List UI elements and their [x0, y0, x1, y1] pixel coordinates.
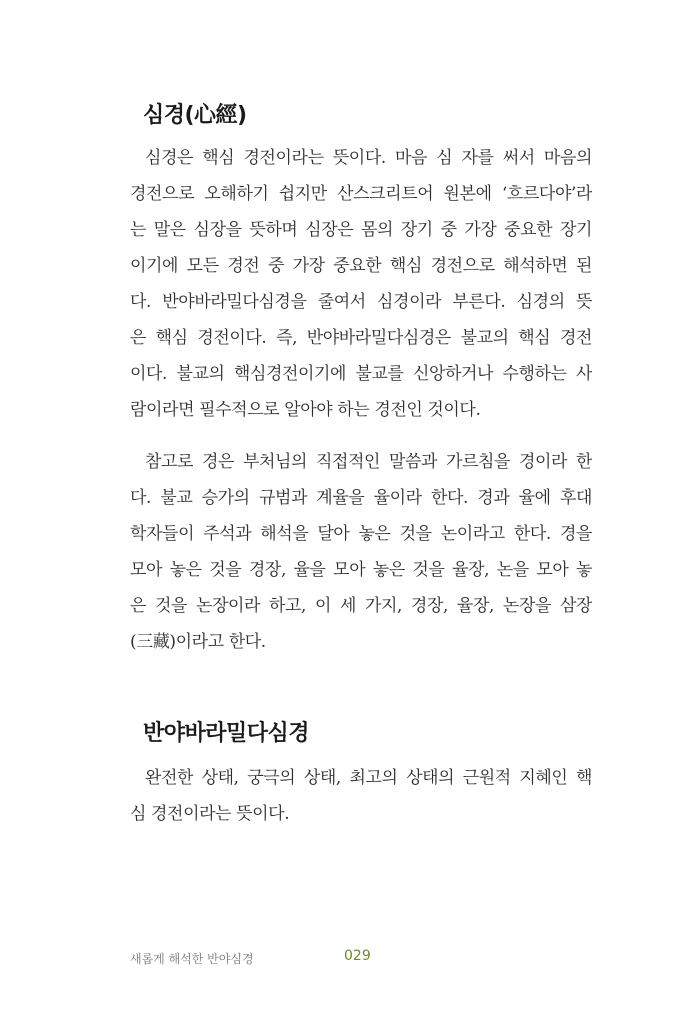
text-line: 람이라면 필수적으로 알아야 하는 경전인 것이다.: [130, 400, 481, 420]
text-line: 은 핵심 경전이다. 즉, 반야바라밀다심경은 불교의 핵심 경전: [130, 328, 592, 348]
text-line: (三藏)이라고 한다.: [130, 632, 266, 652]
text-line: 모아 놓은 것을 경장, 율을 모아 놓은 것을 율장, 논을 모아 놓: [130, 560, 592, 580]
paragraph-samjang: [130, 444, 592, 660]
text-line: 경전으로 오해하기 쉽지만 산스크리트어 원본에 ‘흐르다야’라: [130, 184, 592, 204]
text-line: 심경은 핵심 경전이라는 뜻이다. 마음 심 자를 써서 마음의: [145, 148, 592, 168]
text-line: 다. 불교 승가의 규범과 계율을 율이라 한다. 경과 율에 후대: [130, 488, 592, 508]
text-line: 은 것을 논장이라 하고, 이 세 가지, 경장, 율장, 논장을 삼장: [130, 596, 592, 616]
text-line: 참고로 경은 부처님의 직접적인 말씀과 가르침을 경이라 한: [145, 452, 592, 472]
footer-book-title: 새롭게 해석한 반야심경: [130, 952, 254, 966]
text-line: 심 경전이라는 뜻이다.: [130, 804, 290, 824]
paragraph-banya-meaning: [130, 760, 592, 832]
text-line: 이다. 불교의 핵심경전이기에 불교를 신앙하거나 수행하는 사: [130, 364, 592, 384]
section-heading-banyabaramildasimgyeong: 반야바라밀다심경: [143, 721, 310, 746]
text-line: 다. 반야바라밀다심경을 줄여서 심경이라 부른다. 심경의 뜻: [130, 292, 592, 312]
text-line: 학자들이 주석과 해석을 달아 놓은 것을 논이라고 한다. 경을: [130, 524, 592, 544]
text-line: 완전한 상태, 궁극의 상태, 최고의 상태의 근원적 지혜인 핵: [145, 768, 592, 788]
text-line: 는 말은 심장을 뜻하며 심장은 몸의 장기 중 가장 중요한 장기: [130, 220, 592, 240]
page-number: 029: [344, 948, 371, 964]
text-line: 이기에 모든 경전 중 가장 중요한 핵심 경전으로 해석하면 된: [130, 256, 592, 276]
section-heading-simgyeong: 심경(心經): [143, 103, 247, 128]
paragraph-simgyeong-meaning: [130, 140, 592, 428]
